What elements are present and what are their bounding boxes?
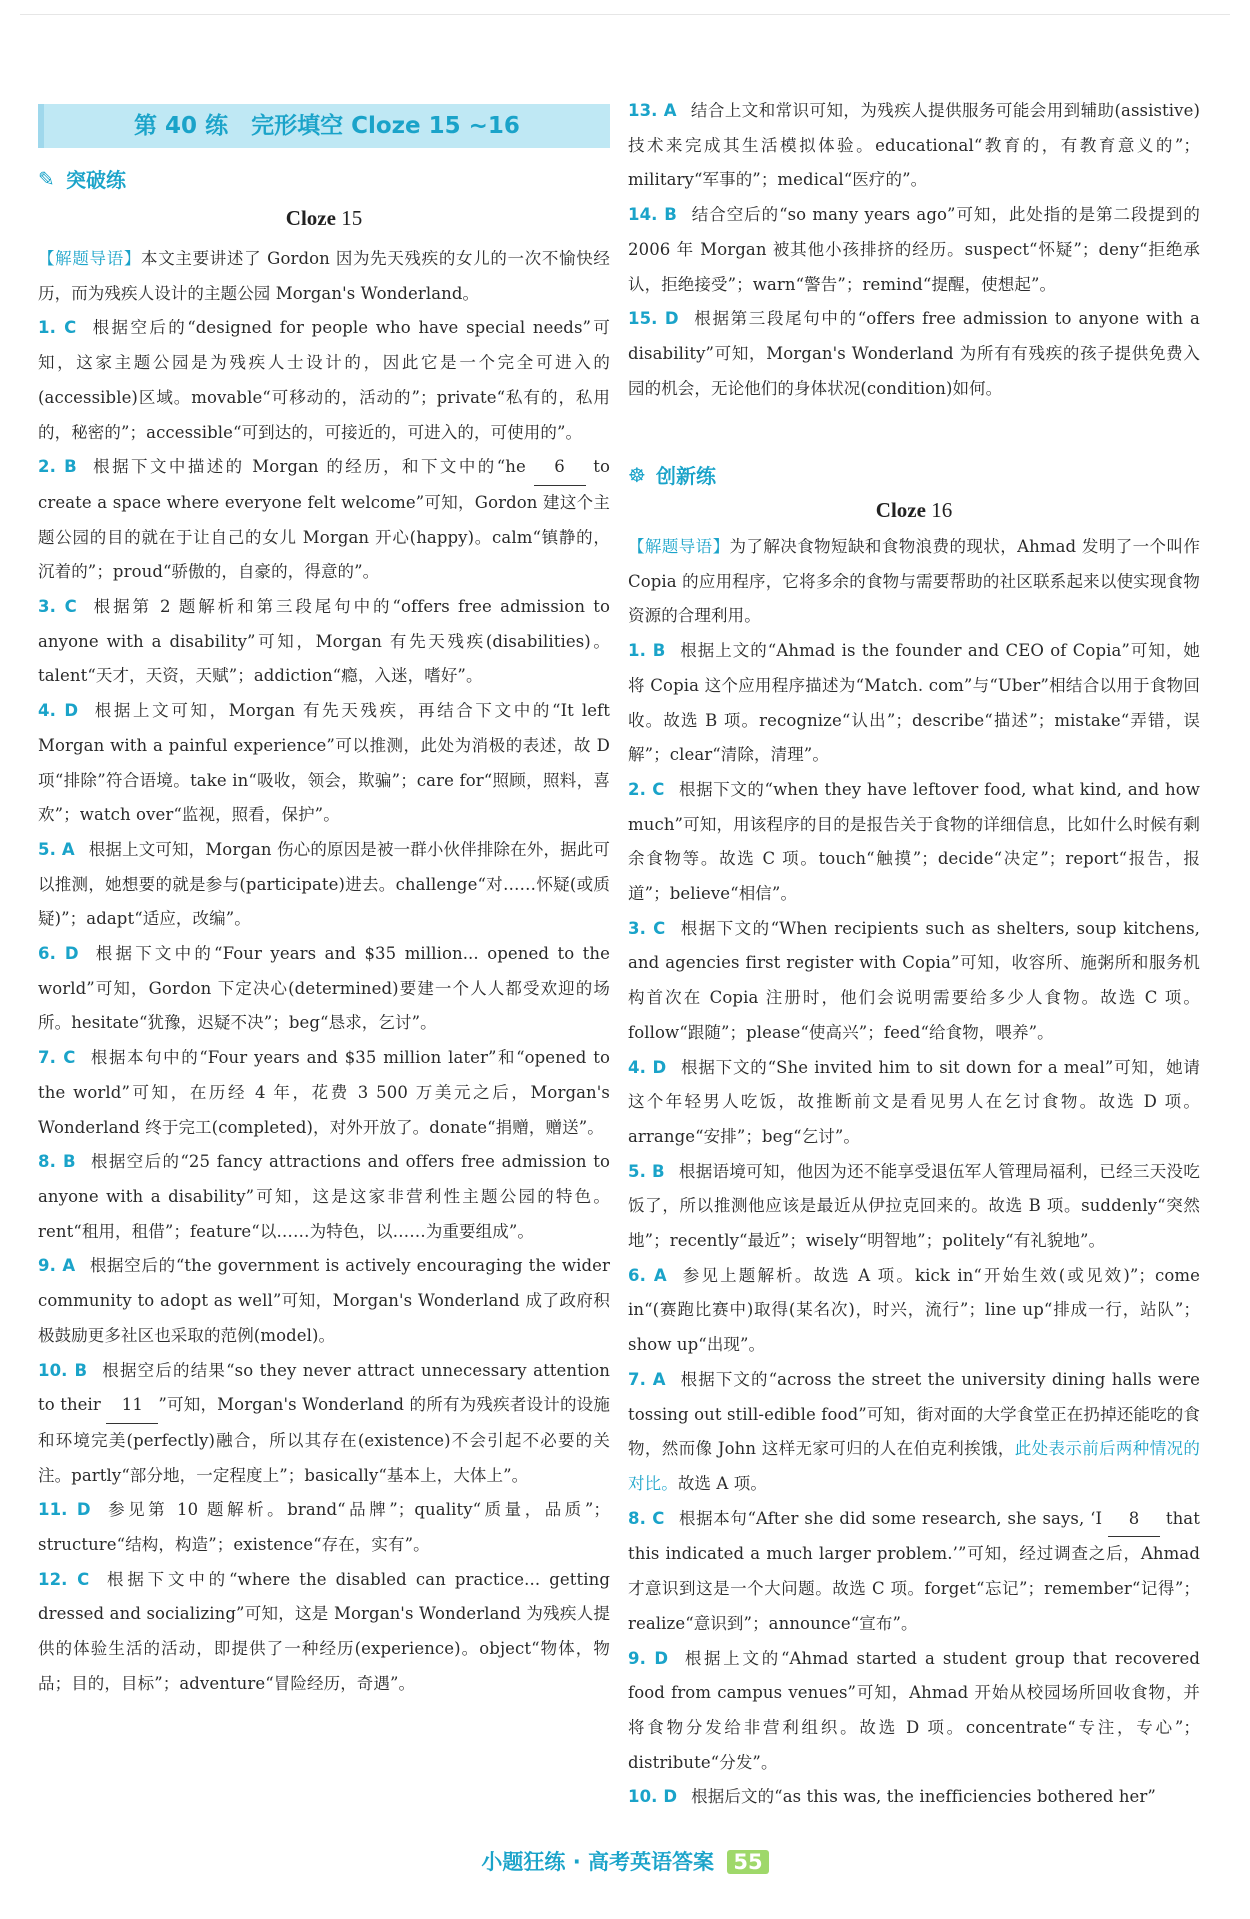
blank-number: 6 <box>534 450 586 486</box>
answer-explanation: 根据下文的“She invited him to sit down for a meal”可知，她请这个年轻男人吃饭，故推断前文是看见男人在乞讨食物。故选 D 项。arrange“安排”；beg“乞讨”。 <box>628 1057 1200 1146</box>
answer-item <box>38 833 610 937</box>
answer-number: 7. A <box>628 1369 666 1389</box>
answer-explanation: 根据第三段尾句中的“offers free admission to anyone with a disability”可知，Morgan's Wonderland 为所有有残疾的孩子提供免费入园的机会，无论他们的身体状况(condition)如何。 <box>628 309 1200 398</box>
answer-explanation: 根据下文的“when they have leftover food, what kind, and how much”可知，用该程序的目的是报告关于食物的详细信息，比如什么时候有剩余食物等。故选 C 项。touch“触摸”；decide“决定”；report“报告，报道”；believe“相信”。 <box>628 779 1200 904</box>
answer-number: 1. B <box>628 641 666 661</box>
highlight-note: 此处表示前后两种情况的对比。 <box>628 1439 1200 1493</box>
answer-item <box>628 198 1200 302</box>
answer-explanation: 根据空后的“25 fancy attractions and offers free admission to anyone with a disability”可知，这是这家非营利性主题公园的特色。rent“租用，租借”；feature“以……为特色，以……为重要组成”。 <box>38 1152 610 1241</box>
answer-item <box>38 1249 610 1353</box>
answer-explanation: 根据空后的“designed for people who have special needs”可知，这家主题公园是为残疾人士设计的，因此它是一个完全可进入的(accessible)区域。movable“可移动的，活动的”；private“私有的，私用的，秘密的”；accessible“可到达的，可接近的，可进入的，可使用的”。 <box>38 318 610 442</box>
cloze15-continued <box>628 94 1200 406</box>
answer-explanation: 结合上文和常识可知，为残疾人提供服务可能会用到辅助(assistive)技术来完成其生活模拟体验。educational“教育的，有教育意义的”；military“军事的”；medical“医疗的”。 <box>628 101 1200 190</box>
answer-item <box>38 311 610 450</box>
answer-item <box>628 1051 1200 1155</box>
answer-item <box>38 1563 610 1702</box>
answer-explanation: 根据下文的“across the street the university dining halls were tossing out still-edible food”可知，街对面的大学食堂正在扔掉还能吃的食物，然而像 John 这样无家可归的人在伯克利挨饿， <box>628 1369 1200 1459</box>
answer-number: 5. B <box>628 1161 665 1181</box>
answer-item <box>628 1642 1200 1781</box>
answer-explanation: 根据本句中的“Four years and $35 million later”和“opened to the world”可知，在历经 4 年，花费 3 500 万美元之后，Morgan's Wonderland 终于完工(completed)，对外开放了。donate“捐赠，赠送”。 <box>38 1048 610 1137</box>
answer-number: 15. D <box>628 309 679 329</box>
cloze-word: Cloze <box>875 498 926 522</box>
guide-text: 为了解决食物短缺和食物浪费的现状，Ahmad 发明了一个叫作 Copia 的应用程序，它将多余的食物与需要帮助的社区联系起来以使实现食物资源的合理利用。 <box>628 537 1200 626</box>
answer-number: 13. A <box>628 101 677 120</box>
blank-number: 11 <box>106 1388 158 1424</box>
answer-item <box>628 1259 1200 1363</box>
section-breakthrough <box>38 164 126 193</box>
page-number: 55 <box>727 1850 768 1874</box>
answer-item <box>38 937 610 1041</box>
answer-item <box>38 1041 610 1145</box>
answer-item <box>628 1155 1200 1259</box>
answer-explanation: 根据上文的“Ahmad is the founder and CEO of Copia”可知，她将 Copia 这个应用程序描述为“Match. com”与“Uber”相结合以用于食物回收。故选 B 项。recognize“认出”；describe“描述”；mistake“弄错，误解”；clear“清除，清理”。 <box>628 641 1200 765</box>
answer-item <box>38 1493 610 1562</box>
section-label: 突破练 <box>66 168 126 192</box>
answer-item <box>38 450 610 590</box>
answer-number: 14. B <box>628 205 677 225</box>
section-innovation <box>628 460 716 489</box>
answer-explanation: 根据上文的“Ahmad started a student group that recovered food from campus venues”可知，Ahmad 开始从校园场所回收食物，并将食物分发给非营利组织。故选 D 项。concentrate“专注，专心”；distribute“分发”。 <box>628 1648 1201 1772</box>
cloze-word: Cloze <box>285 206 336 230</box>
practice-banner <box>38 104 610 148</box>
answer-number: 2. B <box>38 457 77 477</box>
answer-item <box>628 94 1200 198</box>
cloze15-body <box>38 242 610 1702</box>
answer-explanation: 故选 A 项。 <box>677 1473 767 1493</box>
innovation-icon: ☸ <box>628 462 646 487</box>
answer-explanation: ”可知，Morgan's Wonderland 的所有为残疾者设计的设施和环境完美(perfectly)融合，所以其存在(existence)不会引起不必要的关注。partly“部分地，一定程度上”；basically“基本上，大体上”。 <box>38 1395 610 1485</box>
answer-explanation: 根据空后的“the government is actively encouraging the wider community to adopt as well”可知，Morgan's Wonderland 成了政府积极鼓励更多社区也采取的范例(model)。 <box>38 1256 610 1345</box>
answer-explanation: 根据本句“After she did some research, she says, ‘I <box>678 1508 1108 1528</box>
guide-paragraph <box>38 242 610 311</box>
guide-text: 本文主要讲述了 Gordon 因为先天残疾的女儿的一次不愉快经历，而为残疾人设计的主题公园 Morgan's Wonderland。 <box>38 249 610 303</box>
cloze-number: 16 <box>931 498 953 522</box>
answer-number: 5. A <box>38 839 75 859</box>
answer-item <box>628 1780 1200 1815</box>
answer-item <box>628 634 1200 773</box>
answer-number: 6. A <box>628 1265 667 1285</box>
banner-title: 第 40 练 完形填空 Cloze 15 ~16 <box>134 113 520 139</box>
answer-explanation: 根据上文可知，Morgan 伤心的原因是被一群小伙伴排除在外，据此可以推测，她想要的就是参与(participate)进去。challenge“对……怀疑(或质疑)”；adapt“适应，改编”。 <box>38 839 610 929</box>
answer-number: 8. C <box>628 1508 665 1528</box>
answer-number: 3. C <box>38 597 77 617</box>
answer-number: 9. A <box>38 1256 76 1276</box>
answer-explanation: 根据下文中的“Four years and $35 million... opened to the world”可知，Gordon 下定决心(determined)要建一个人人都受欢迎的场所。hesitate“犹豫，迟疑不决”；beg“恳求，乞讨”。 <box>38 944 610 1033</box>
page-top-rule <box>20 14 1230 75</box>
answer-number: 10. B <box>38 1360 88 1380</box>
section-label: 创新练 <box>656 464 716 488</box>
answer-number: 12. C <box>38 1569 90 1589</box>
answer-item <box>38 1354 610 1494</box>
answer-item <box>38 694 610 833</box>
answer-explanation: 根据第 2 题解析和第三段尾句中的“offers free admission to anyone with a disability”可知，Morgan 有先天残疾(disabilities)。talent“天才，天资，天赋”；addiction“瘾，入迷，嗜好”。 <box>38 597 610 686</box>
blank-number: 8 <box>1108 1502 1160 1538</box>
answer-explanation: to create a space where everyone felt welcome”可知，Gordon 建这个主题公园的目的就在于让自己的女儿 Morgan 开心(happy)。calm“镇静的，沉着的”；proud“骄傲的，自豪的，得意的”。 <box>38 457 610 582</box>
cloze-number: 15 <box>341 206 363 230</box>
answer-number: 4. D <box>628 1057 667 1077</box>
answer-number: 8. B <box>38 1152 76 1172</box>
answer-explanation: 参见上题解析。故选 A 项。kick in“开始生效(或见效)”；come in“(赛跑比赛中)取得(某名次)，时兴，流行”；line up“排成一行，站队”；show up“出现”。 <box>628 1265 1200 1355</box>
answer-number: 4. D <box>38 701 79 721</box>
answer-item <box>628 302 1200 406</box>
pencil-icon: ✎ <box>38 166 55 191</box>
footer-title: 小题狂练 · 高考英语答案 <box>481 1850 715 1874</box>
answer-item <box>628 1363 1200 1502</box>
answer-number: 6. D <box>38 944 79 964</box>
answer-number: 11. D <box>38 1500 91 1520</box>
answer-number: 2. C <box>628 779 665 799</box>
answer-explanation: 根据语境可知，他因为还不能享受退伍军人管理局福利，已经三天没吃饭了，所以推测他应该是最近从伊拉克回来的。故选 B 项。suddenly“突然地”；recently“最近”；wisely“明智地”；politely“有礼貌地”。 <box>628 1161 1200 1251</box>
answer-explanation: 结合空后的“so many years ago”可知，此处指的是第二段提到的 2006 年 Morgan 被其他小孩排挤的经历。suspect“怀疑”；deny“拒绝承认，拒绝接受”；warn“警告”；remind“提醒，使想起”。 <box>628 205 1200 294</box>
answer-number: 10. D <box>628 1787 678 1807</box>
answer-explanation: that this indicated a much larger problem.’”可知，经过调查之后，Ahmad 才意识到这是一个大问题。故选 C 项。forget“忘记”；remember“记得”；realize“意识到”；announce“宣布”。 <box>628 1508 1200 1633</box>
answer-item <box>628 1502 1200 1642</box>
answer-item <box>38 1145 610 1249</box>
answer-number: 7. C <box>38 1048 76 1068</box>
guide-tag: 【解题导语】 <box>38 249 142 268</box>
cloze15-title <box>38 206 610 231</box>
guide-paragraph <box>628 530 1200 634</box>
answer-explanation: 根据空后的结果“so they never attract unnecessary attention to their <box>38 1360 610 1415</box>
answer-item <box>38 590 610 694</box>
answer-explanation: 根据上文可知，Morgan 有先天残疾，再结合下文中的“It left Morgan with a painful experience”可以推测，此处为消极的表述，故 D 项“排除”符合语境。take in“吸收，领会，欺骗”；care for“照顾，照料，喜欢”；watch over“监视，照看，保护”。 <box>38 701 610 825</box>
cloze16-title <box>628 498 1200 523</box>
guide-tag: 【解题导语】 <box>628 537 730 556</box>
answer-item <box>628 773 1200 912</box>
answer-number: 1. C <box>38 318 77 338</box>
answer-explanation: 根据下文中描述的 Morgan 的经历，和下文中的“he <box>90 457 534 477</box>
answer-explanation: 根据下文的“When recipients such as shelters, soup kitchens, and agencies first register with Copia”可知，收容所、施粥所和服务机构首次在 Copia 注册时，他们会说明需要给多少人食物。故选 C 项。follow“跟随”；please“使高兴”；feed“给食物，喂养”。 <box>628 918 1200 1042</box>
answer-explanation: 根据后文的“as this was, the inefficiencies bothered her” <box>691 1787 1156 1807</box>
answer-item <box>628 912 1200 1051</box>
answer-number: 9. D <box>628 1648 669 1668</box>
answer-explanation: 根据下文中的“where the disabled can practice... getting dressed and socializing”可知，这是 Morgan's Wonderland 为残疾人提供的体验生活的活动，即提供了一种经历(experience)。object“物体，物品；目的，目标”；adventure“冒险经历，奇遇”。 <box>38 1569 610 1693</box>
answer-number: 3. C <box>628 918 666 938</box>
cloze16-body <box>628 530 1200 1815</box>
answer-explanation: 参见第 10 题解析。brand“品牌”；quality“质量，品质”；structure“结构，构造”；existence“存在，实有”。 <box>38 1500 610 1555</box>
page-footer <box>0 1846 1250 1876</box>
